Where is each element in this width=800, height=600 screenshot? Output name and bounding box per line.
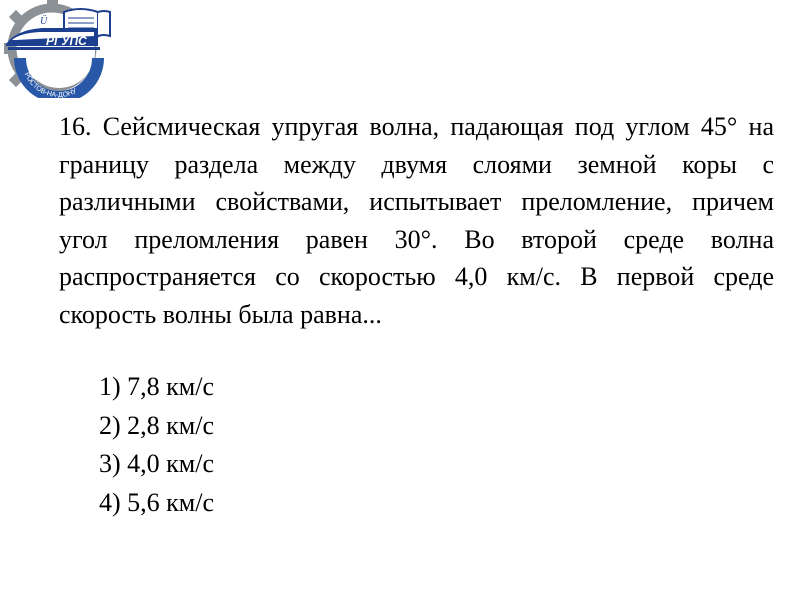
university-logo-emblem	[2, 0, 114, 98]
logo-city: РОСТОВ-НА-ДОНУ	[22, 71, 79, 98]
question-text: 16. Сейсмическая упругая волна, падающая под углом 45° на границу раздела между двумя слоями земной коры с различными свойствами, испытывает преломление, причем угол преломления равен 30°. Во второй среде волна распространяется со скоростью 4,0 км/с. В первой среде скорость волны была равна...	[59, 112, 774, 329]
svg-text:Ü: Ü	[40, 16, 48, 27]
answer-options	[99, 368, 214, 522]
answer-option-3: 3) 4,0 км/с	[99, 449, 215, 478]
answer-option-1: 1) 7,8 км/с	[99, 372, 215, 401]
answer-option-2: 2) 2,8 км/с	[99, 410, 215, 440]
university-logo	[2, 0, 114, 98]
answer-option-4: 4) 5,6 км/с	[99, 487, 215, 517]
logo-abbreviation: РГУПС	[46, 34, 87, 48]
